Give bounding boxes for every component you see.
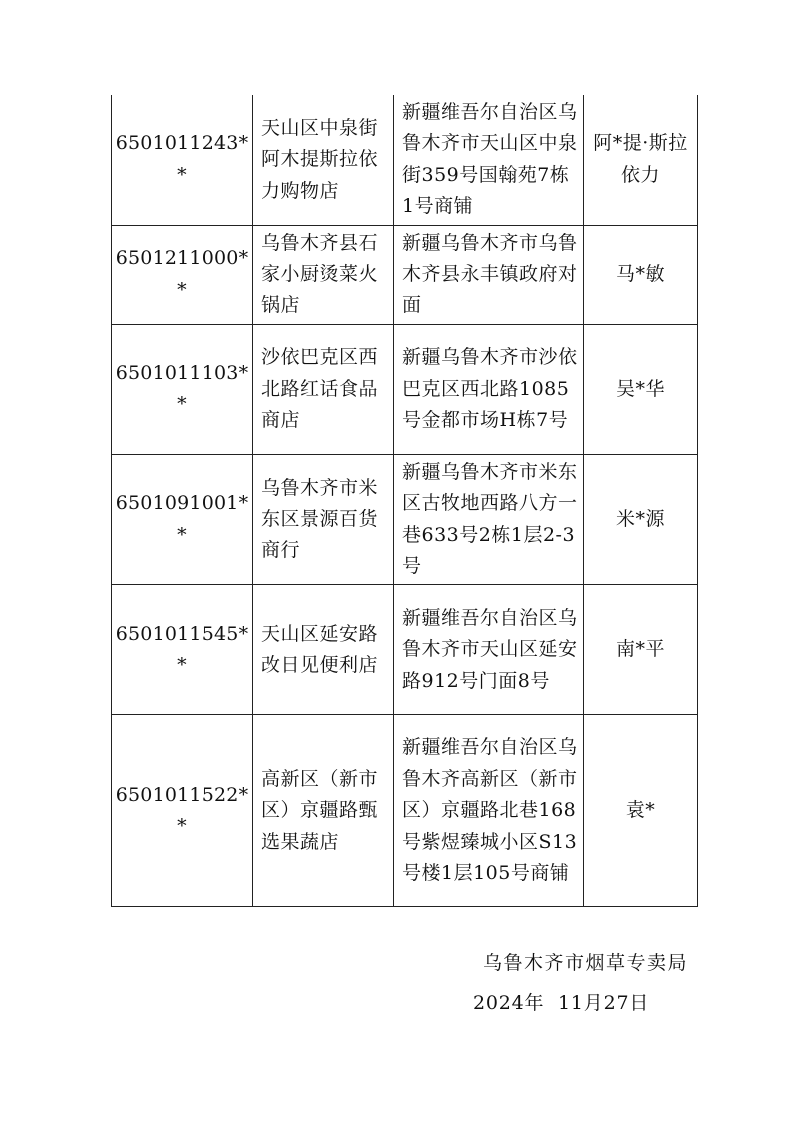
issue-date: 2024年 11月27日 (473, 992, 650, 1014)
address-cell: 新疆乌鲁木齐市沙依巴克区西北路1085号金都市场H栋7号 (394, 324, 584, 454)
owner-name-cell: 阿*提·斯拉依力 (584, 95, 698, 225)
owner-name-cell: 吴*华 (584, 324, 698, 454)
store-name-cell: 天山区中泉街阿木提斯拉依力购物店 (253, 95, 394, 225)
license-number-cell: 6501011522** (112, 715, 253, 907)
table-row (112, 324, 698, 454)
table-row (112, 454, 698, 585)
store-name-cell: 乌鲁木齐县石家小厨烫菜火锅店 (253, 225, 394, 324)
table-row (112, 715, 698, 907)
address-cell: 新疆维吾尔自治区乌鲁木齐市天山区中泉街359号国翰苑7栋1号商铺 (394, 95, 584, 225)
address-cell: 新疆乌鲁木齐市米东区古牧地西路八方一巷633号2栋1层2-3号 (394, 454, 584, 585)
owner-name-cell: 米*源 (584, 454, 698, 585)
owner-name-cell: 南*平 (584, 585, 698, 715)
store-name-cell: 天山区延安路改日见便利店 (253, 585, 394, 715)
store-name-cell: 乌鲁木齐市米东区景源百货商行 (253, 454, 394, 585)
store-name-cell: 沙依巴克区西北路红话食品商店 (253, 324, 394, 454)
table-row (112, 95, 698, 225)
address-cell: 新疆乌鲁木齐市乌鲁木齐县永丰镇政府对面 (394, 225, 584, 324)
license-table-body (112, 95, 698, 907)
license-number-cell: 6501011545** (112, 585, 253, 715)
issuer-signature: 乌鲁木齐市烟草专卖局 (482, 952, 688, 974)
license-number-cell: 6501091001** (112, 454, 253, 585)
license-table (111, 95, 698, 907)
owner-name-cell: 马*敏 (584, 225, 698, 324)
license-number-cell: 6501011243** (112, 95, 253, 225)
license-number-cell: 6501211000** (112, 225, 253, 324)
address-cell: 新疆维吾尔自治区乌鲁木齐市天山区延安路912号门面8号 (394, 585, 584, 715)
store-name-cell: 高新区（新市区）京疆路甄选果蔬店 (253, 715, 394, 907)
table-row (112, 225, 698, 324)
license-number-cell: 6501011103** (112, 324, 253, 454)
table-row (112, 585, 698, 715)
address-cell: 新疆维吾尔自治区乌鲁木齐高新区（新市区）京疆路北巷168号紫煜臻城小区S13号楼1层105号商铺 (394, 715, 584, 907)
owner-name-cell: 袁* (584, 715, 698, 907)
